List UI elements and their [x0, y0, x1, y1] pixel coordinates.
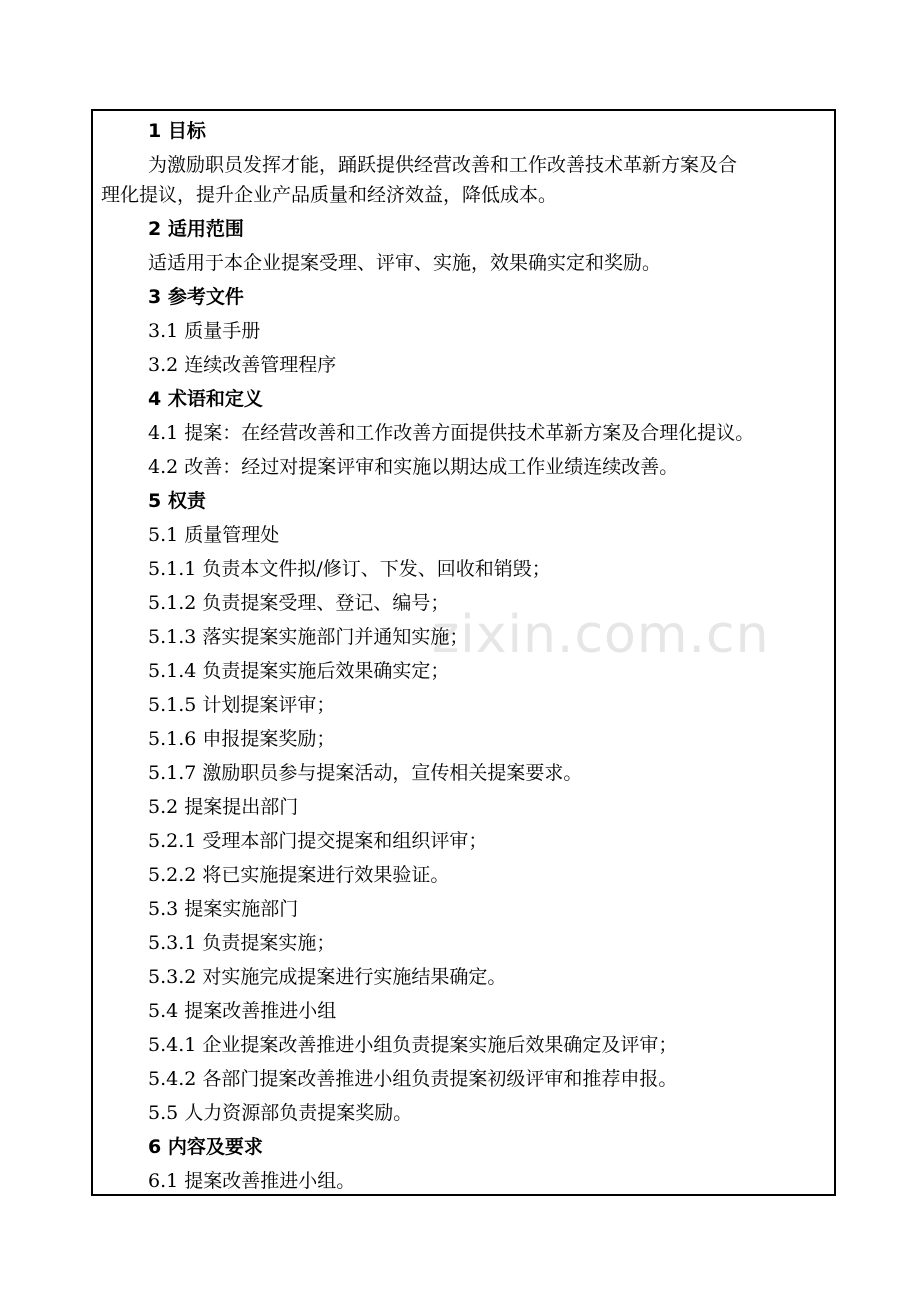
- section-heading-6: 6 内容及要求: [148, 1136, 263, 1158]
- list-item: 3.1 质量手册: [148, 320, 261, 342]
- list-item: 4.1 提案：在经营改善和工作改善方面提供技术革新方案及合理化提议。: [148, 422, 755, 444]
- section-heading-4: 4 术语和定义: [148, 388, 263, 410]
- list-item: 6.1 提案改善推进小组。: [148, 1170, 356, 1192]
- list-item: 5.3.1 负责提案实施；: [148, 932, 336, 954]
- paragraph-line: 理化提议，提升企业产品质量和经济效益，降低成本。: [101, 184, 558, 206]
- paragraph-line: 适适用于本企业提案受理、评审、实施，效果确实定和奖励。: [148, 252, 662, 274]
- list-item: 5.2 提案提出部门: [148, 796, 299, 818]
- list-item: 5.1.4 负责提案实施后效果确实定；: [148, 660, 450, 682]
- list-item: 3.2 连续改善管理程序: [148, 354, 337, 376]
- list-item: 5.1.2 负责提案受理、登记、编号；: [148, 592, 450, 614]
- list-item: 5.1.6 申报提案奖励；: [148, 728, 336, 750]
- list-item: 5.1.1 负责本文件拟/修订、下发、回收和销毁；: [148, 558, 551, 580]
- list-item: 5.1.5 计划提案评审；: [148, 694, 336, 716]
- list-item: 5.4 提案改善推进小组: [148, 1000, 337, 1022]
- list-item: 5.1 质量管理处: [148, 524, 280, 546]
- list-item: 4.2 改善：经过对提案评审和实施以期达成工作业绩连续改善。: [148, 456, 679, 478]
- list-item: 5.3 提案实施部门: [148, 898, 299, 920]
- section-heading-3: 3 参考文件: [148, 286, 244, 308]
- list-item: 5.5 人力资源部负责提案奖励。: [148, 1102, 413, 1124]
- list-item: 5.2.2 将已实施提案进行效果验证。: [148, 864, 450, 886]
- list-item: 5.1.3 落实提案实施部门并通知实施；: [148, 626, 469, 648]
- list-item: 5.4.1 企业提案改善推进小组负责提案实施后效果确定及评审；: [148, 1034, 678, 1056]
- section-heading-5: 5 权责: [148, 490, 206, 512]
- paragraph-line: 为激励职员发挥才能，踊跃提供经营改善和工作改善技术革新方案及合: [148, 154, 738, 176]
- watermark: zixin.com.cn: [432, 605, 770, 665]
- list-item: 5.1.7 激励职员参与提案活动，宣传相关提案要求。: [148, 762, 583, 784]
- section-heading-1: 1 目标: [148, 120, 206, 142]
- section-heading-2: 2 适用范围: [148, 218, 244, 240]
- list-item: 5.4.2 各部门提案改善推进小组负责提案初级评审和推荐申报。: [148, 1068, 678, 1090]
- list-item: 5.2.1 受理本部门提交提案和组织评审；: [148, 830, 488, 852]
- list-item: 5.3.2 对实施完成提案进行实施结果确定。: [148, 966, 507, 988]
